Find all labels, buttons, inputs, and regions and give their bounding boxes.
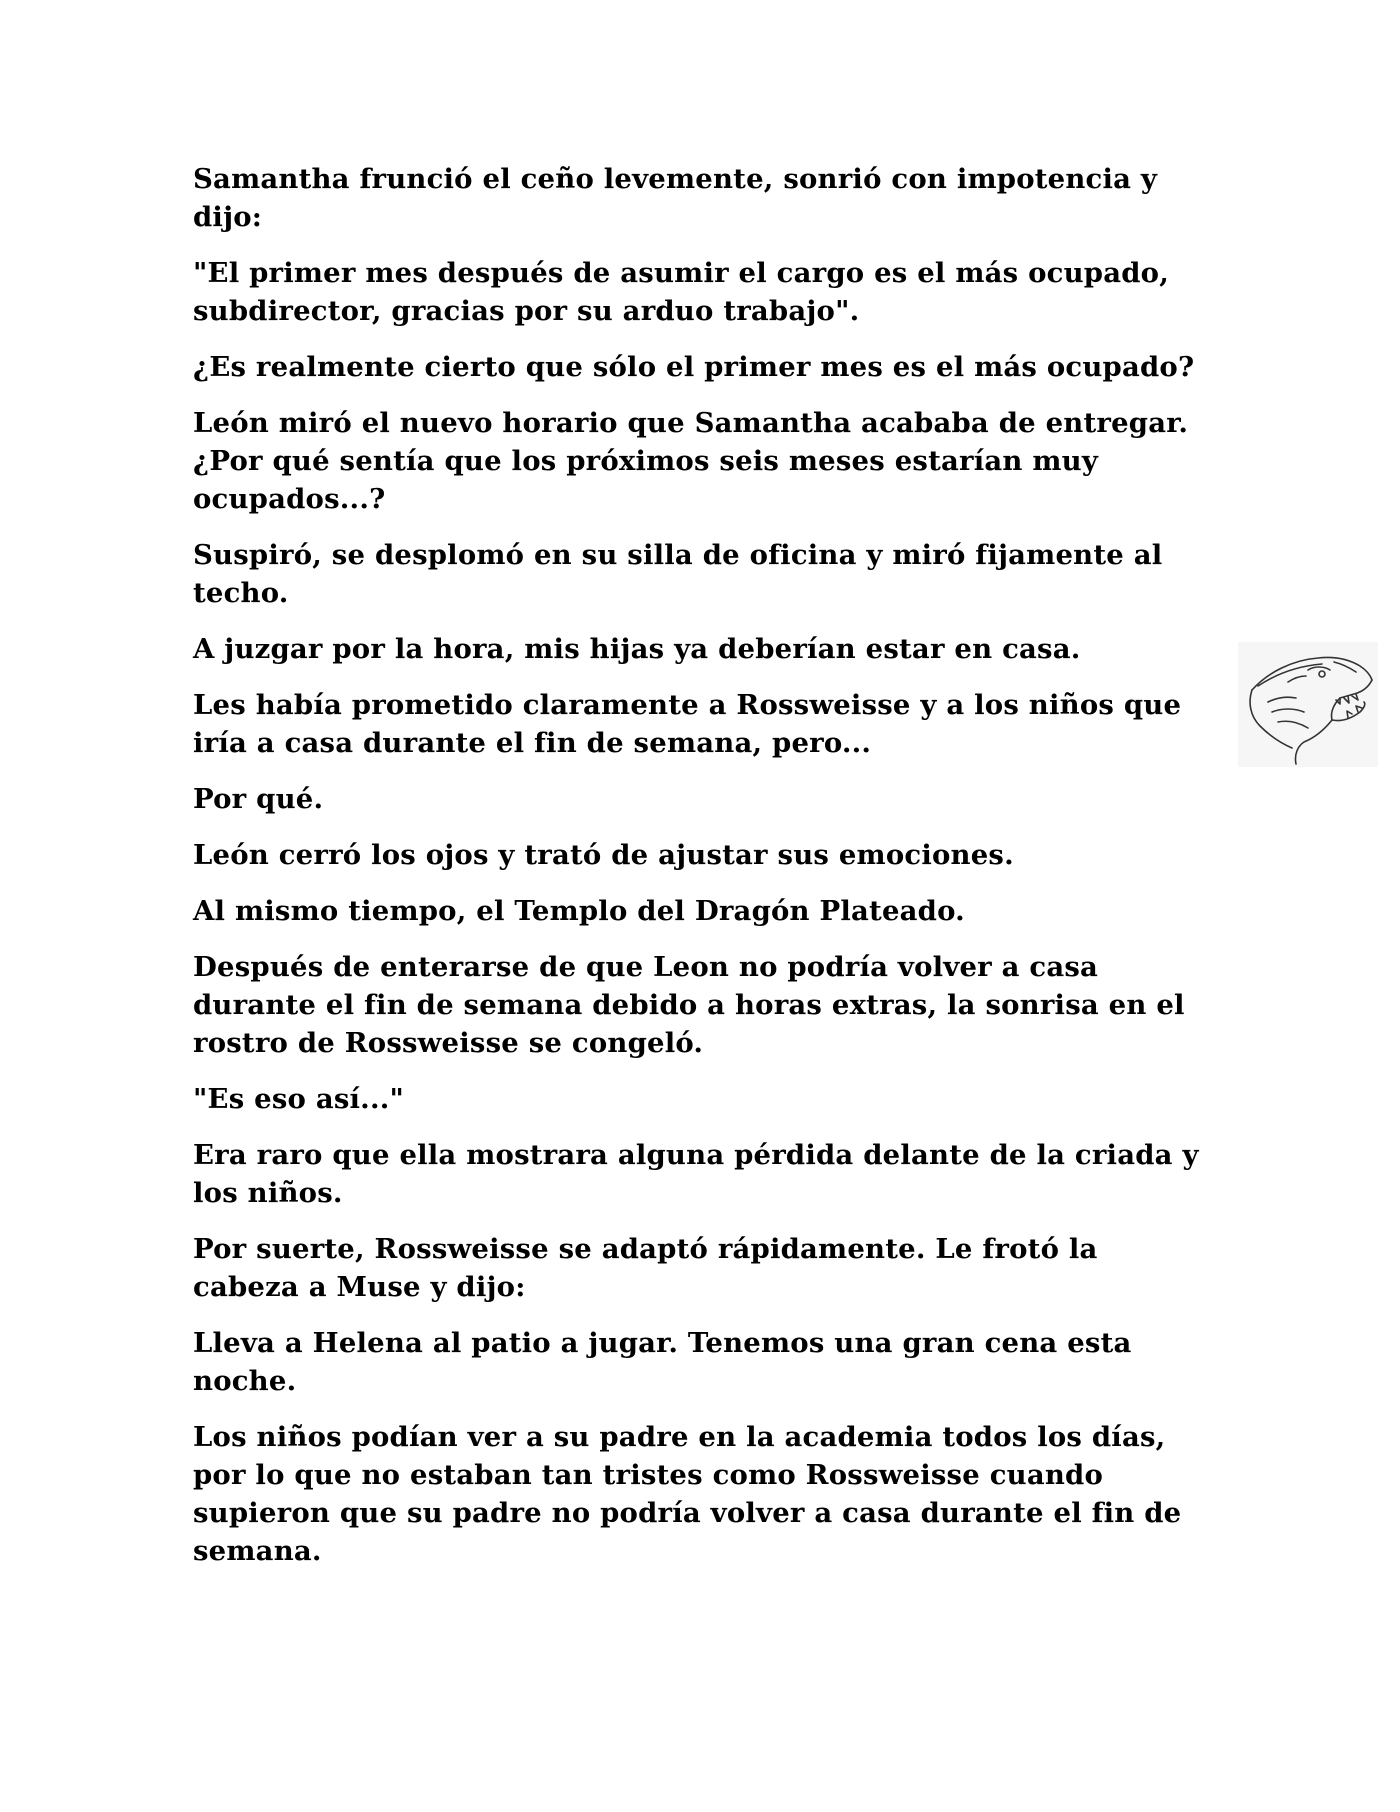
paragraph-11: Después de enterarse de que Leon no podría volver a casa durante el fin de semana debido a horas extras, la sonrisa en el rostro de Rossweisse se congeló. <box>193 951 1185 1059</box>
paragraph-4: León miró el nuevo horario que Samantha acababa de entregar. ¿Por qué sentía que los próximos seis meses estarían muy ocupados...? <box>193 407 1189 515</box>
paragraph-9: León cerró los ojos y trató de ajustar sus emociones. <box>193 839 1014 871</box>
paragraph-15: Lleva a Helena al patio a jugar. Tenemos una gran cena esta noche. <box>193 1327 1132 1397</box>
paragraph-2: "El primer mes después de asumir el cargo es el más ocupado, subdirector, gracias por su arduo trabajo". <box>193 257 1169 327</box>
paragraph-10: Al mismo tiempo, el Templo del Dragón Plateado. <box>193 895 965 927</box>
paragraph-14: Por suerte, Rossweisse se adaptó rápidamente. Le frotó la cabeza a Muse y dijo: <box>193 1233 1098 1303</box>
paragraph-5: Suspiró, se desplomó en su silla de oficina y miró fijamente al techo. <box>193 539 1163 609</box>
paragraph-1: Samantha frunció el ceño levemente, sonrió con impotencia y dijo: <box>193 163 1158 233</box>
paragraph-13: Era raro que ella mostrara alguna pérdida delante de la criada y los niños. <box>193 1139 1199 1209</box>
paragraph-3: ¿Es realmente cierto que sólo el primer mes es el más ocupado? <box>193 351 1195 383</box>
dinosaur-head-sketch-icon <box>1238 642 1378 767</box>
story-text <box>193 160 1213 1588</box>
paragraph-6: A juzgar por la hora, mis hijas ya deberían estar en casa. <box>193 633 1081 665</box>
paragraph-12: "Es eso así..." <box>193 1083 405 1115</box>
paragraph-8: Por qué. <box>193 783 324 815</box>
paragraph-16: Los niños podían ver a su padre en la academia todos los días, por lo que no estaban tan tristes como Rossweisse cuando supieron que su padre no podría volver a casa durante el fin de semana. <box>193 1421 1182 1567</box>
paragraph-7: Les había prometido claramente a Rossweisse y a los niños que iría a casa durante el fin de semana, pero... <box>193 689 1182 759</box>
